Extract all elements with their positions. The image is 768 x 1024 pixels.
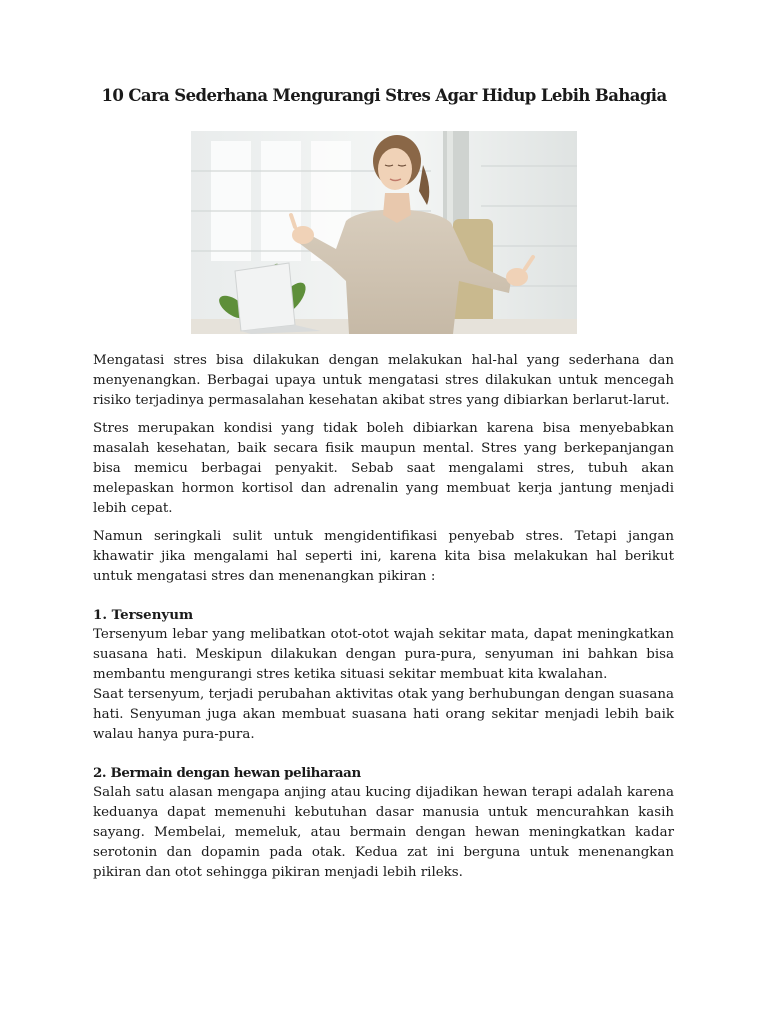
section-paragraph: Saat tersenyum, terjadi perubahan aktivitas otak yang berhubungan dengan suasana hati. Senyuman juga akan membuat suasana hati orang sekitar menjadi lebih baik walau hanya pura-pura.: [93, 687, 674, 742]
meditation-photo: [191, 131, 577, 334]
section-paragraph: Tersenyum lebar yang melibatkan otot-otot wajah sekitar mata, dapat meningkatkan suasana hati. Meskipun dilakukan dengan pura-pura, senyuman ini bahkan bisa membantu mengurangi stres ketika situasi sekitar membuat kita kwalahan.: [93, 627, 674, 682]
section-paragraph: Salah satu alasan mengapa anjing atau kucing dijadikan hewan terapi adalah karena keduanya dapat memenuhi kebutuhan dasar manusia untuk mencurahkan kasih sayang. Membelai, memeluk, atau bermain dengan hewan meningkatkan kadar serotonin dan dopamin pada otak. Kedua zat ini berguna untuk menenangkan pikiran dan otot sehingga pikiran menjadi lebih rileks.: [93, 785, 674, 880]
section-heading: 1. Tersenyum: [93, 607, 194, 623]
section-heading: 2. Bermain dengan hewan peliharaan: [93, 765, 361, 781]
intro-paragraph: Stres merupakan kondisi yang tidak boleh dibiarkan karena bisa menyebabkan masalah kesehatan, baik secara fisik maupun mental. Stres yang berkepanjangan bisa memicu berbagai penyakit. Sebab saat mengalami stres, tubuh akan melepaskan hormon kortisol dan adrenalin yang membuat kerja jantung menjadi lebih cepat.: [93, 421, 674, 516]
document-title: 10 Cara Sederhana Mengurangi Stres Agar Hidup Lebih Bahagia: [101, 86, 667, 105]
article-body: [93, 351, 674, 883]
intro-paragraph: Mengatasi stres bisa dilakukan dengan melakukan hal-hal yang sederhana dan menyenangkan. Berbagai upaya untuk mengatasi stres dilakukan untuk mencegah risiko terjadinya permasalahan kesehatan akibat stres yang dibiarkan berlarut-larut.: [93, 353, 674, 408]
intro-paragraph: Namun seringkali sulit untuk mengidentifikasi penyebab stres. Tetapi jangan khawatir jika mengalami hal seperti ini, karena kita bisa melakukan hal berikut untuk mengatasi stres dan menenangkan pikiran :: [93, 529, 674, 584]
